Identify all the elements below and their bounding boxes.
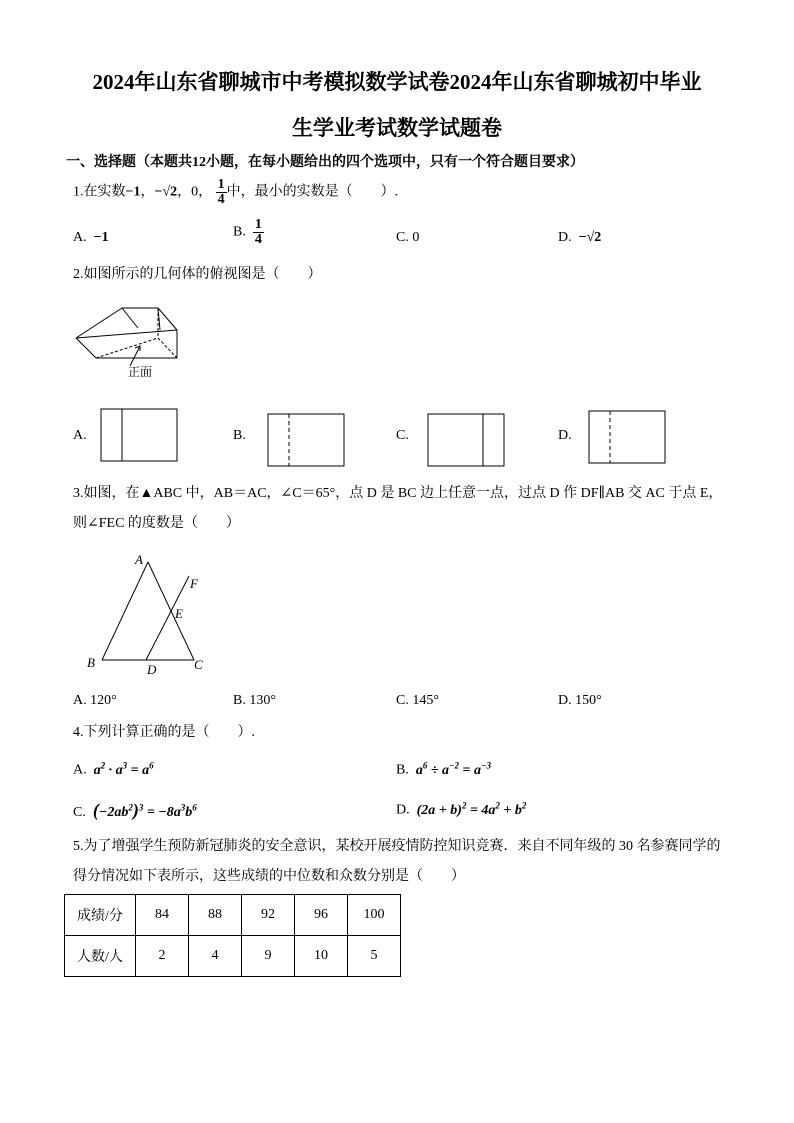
q1-option-c[interactable]: C. 0: [396, 230, 420, 245]
q2-option-a-label[interactable]: A.: [73, 428, 87, 443]
q4-option-c[interactable]: C. $(-2ab^2)^3 = -8a^3b^6$: [73, 800, 197, 820]
q2-option-d-figure[interactable]: [588, 410, 666, 464]
question-1-stem: [73, 178, 398, 207]
table-cell: 10: [295, 936, 348, 977]
table-header-cell: 成绩/分: [65, 895, 136, 936]
table-cell: 2: [136, 936, 189, 977]
q3-point-d: D: [147, 662, 157, 677]
q4-option-b[interactable]: B. $a^6 \div a^{-2} = a^{-3}$: [396, 760, 491, 778]
q1-num-neg-sqrt2: −√2: [154, 184, 178, 200]
q3-option-b[interactable]: B. 130°: [233, 693, 276, 708]
q3-point-e: E: [175, 606, 183, 621]
q3-triangle-figure: [84, 548, 214, 678]
question-5-stem-line1: 5.为了增强学生预防新冠肺炎的安全意识，某校开展疫情防控知识竞赛．来自不同年级的 30 名参赛同学的: [73, 839, 721, 854]
table-cell: 84: [136, 895, 189, 936]
q1-fraction: $\frac{1}{4}$: [217, 177, 225, 207]
q2-option-b-figure[interactable]: [267, 413, 345, 467]
q2-option-d-label[interactable]: D.: [558, 428, 572, 443]
q2-option-b-label[interactable]: B.: [233, 428, 246, 443]
q1-sep2: ，0，: [177, 184, 213, 200]
table-cell: 88: [189, 895, 242, 936]
q2-option-a-figure[interactable]: [100, 408, 178, 462]
table-cell: 4: [189, 936, 242, 977]
q3-point-f: F: [190, 576, 198, 591]
q3-point-b: B: [87, 655, 95, 670]
q3-point-a: A: [135, 552, 143, 567]
table-row: [65, 895, 401, 936]
section-header: 一、选择题（本题共12小题，在每小题给出的四个选项中，只有一个符合题目要求）: [66, 155, 584, 170]
q3-option-c[interactable]: C. 145°: [396, 693, 439, 708]
table-cell: 92: [242, 895, 295, 936]
table-cell: 96: [295, 895, 348, 936]
question-2-stem: 2.如图所示的几何体的俯视图是（ ）: [73, 267, 322, 282]
q1-option-d[interactable]: D. −√2: [558, 230, 602, 245]
q1-prefix: 1.在实数: [73, 184, 126, 200]
table-row: [65, 936, 401, 977]
q3-option-d[interactable]: D. 150°: [558, 693, 602, 708]
q3-option-a[interactable]: A. 120°: [73, 693, 117, 708]
q1-option-a[interactable]: A. −1: [73, 230, 109, 245]
question-3-stem-line2: 则∠FEC 的度数是（ ）: [73, 516, 240, 531]
question-4-stem: 4.下列计算正确的是（ ）.: [73, 725, 255, 740]
q2-front-label: 正面: [128, 365, 153, 379]
question-3-stem-line1: 3.如图，在▲ABC 中，AB＝AC，∠C＝65°，点 D 是 BC 边上任意一点，过点 D 作 DF∥AB 交 AC 于点 E，: [73, 486, 723, 501]
question-5-stem-line2: 得分情况如下表所示，这些成绩的中位数和众数分别是（ ）: [73, 869, 465, 884]
q1-suffix: 中，最小的实数是（ ）.: [226, 184, 399, 200]
doc-title-line2: 生学业考试数学试题卷: [292, 116, 502, 140]
table-cell: 5: [348, 936, 401, 977]
table-header-cell: 人数/人: [65, 936, 136, 977]
doc-title-line1: 2024年山东省聊城市中考模拟数学试卷2024年山东省聊城初中毕业: [92, 70, 702, 94]
q4-option-d[interactable]: D. $(2a + b)^2 = 4a^2 + b^2$: [396, 800, 527, 818]
q1-sep1: ，: [140, 184, 155, 200]
q2-option-c-figure[interactable]: [427, 413, 505, 467]
q3-point-c: C: [194, 657, 203, 672]
q2-option-c-label[interactable]: C.: [396, 428, 409, 443]
q1-option-b[interactable]: B. $\frac{1}{4}$: [233, 217, 262, 247]
q1-num-neg-one: −1: [125, 184, 141, 200]
table-cell: 9: [242, 936, 295, 977]
q5-score-table: [64, 894, 401, 977]
q4-option-a[interactable]: A. $a^2 \cdot a^3 = a^6$: [73, 760, 154, 778]
table-cell: 100: [348, 895, 401, 936]
